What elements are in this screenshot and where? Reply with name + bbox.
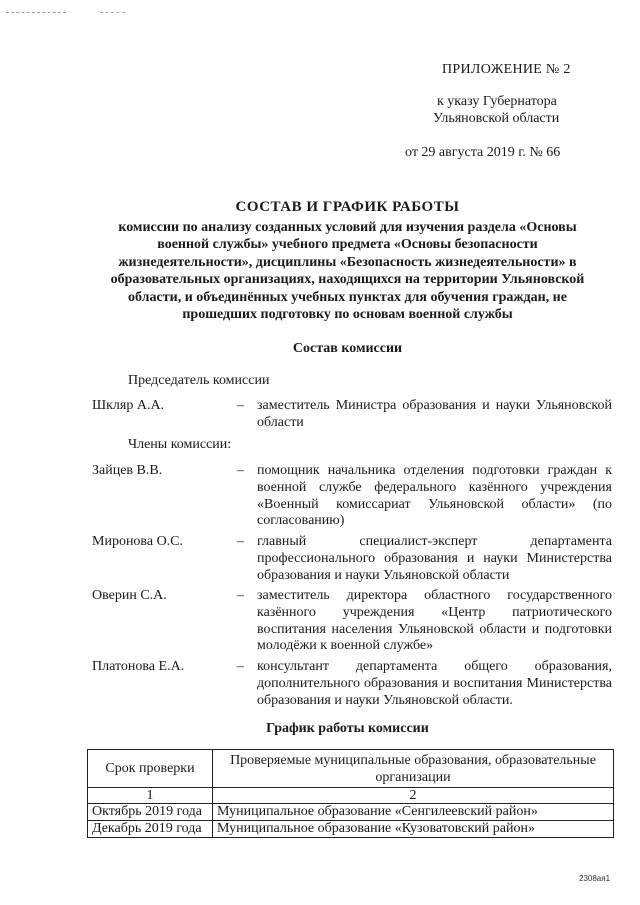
column-header-entities: Проверяемые муниципальные образования, образовательные организации <box>213 750 614 788</box>
schedule-heading: График работы комиссии <box>266 721 429 736</box>
schedule-table <box>87 749 614 838</box>
member-name: Зайцев В.В. <box>92 463 163 478</box>
member-desc: консультант департамента общего образования, дополнительного образования и воспитания Министерства образования и науки Ульяновской области. <box>257 659 612 708</box>
members-label: Члены комиссии: <box>128 437 232 452</box>
column-header-period: Срок проверки <box>88 750 213 788</box>
scan-mark-2 <box>100 12 125 13</box>
decree-line-2: Ульяновской области <box>433 111 560 126</box>
document-subtitle: комиссии по анализу созданных условий для изучения раздела «Основы военной службы» учебного предмета «Основы безопасности жизнедеятельности», дисциплины «Безопасность жизнедеятельности» в образовательных организациях, находящихся на территории Ульяновской области, и объединённых учебных пунктах для обучения граждан, не прошедших подготовку по основам военной службы <box>110 220 585 323</box>
footer-code: 2308ая1 <box>579 874 611 883</box>
scan-mark <box>6 12 66 13</box>
column-number: 1 <box>88 788 213 804</box>
column-number: 2 <box>213 788 614 804</box>
member-name: Миронова О.С. <box>92 534 184 549</box>
member-desc: заместитель директора областного государственного казённого учреждения «Центр патриотического воспитания населения Ульяновской области и подготовки молодёжи к военной службе» <box>257 588 612 654</box>
table-header-row <box>88 750 614 788</box>
table-cell-period: Декабрь 2019 года <box>88 821 213 838</box>
member-dash: – <box>237 534 244 549</box>
chair-label: Председатель комиссии <box>128 373 270 388</box>
member-desc: заместитель Министра образования и науки Ульяновской области <box>257 398 612 430</box>
table-numbering-row <box>88 788 614 804</box>
table-cell-entity: Муниципальное образование «Кузоватовский район» <box>213 821 614 838</box>
composition-heading: Состав комиссии <box>292 341 403 356</box>
member-name: Платонова Е.А. <box>92 659 185 674</box>
decree-line-1: к указу Губернатора <box>437 94 557 109</box>
member-dash: – <box>237 659 244 674</box>
member-desc: главный специалист-эксперт департамента профессионального образования и науки Министерства образования и науки Ульяновской области <box>257 534 612 583</box>
table-cell-entity: Муниципальное образование «Сенгилеевский район» <box>213 804 614 821</box>
member-name: Шкляр А.А. <box>92 398 165 413</box>
document-title: СОСТАВ И ГРАФИК РАБОТЫ <box>235 199 460 215</box>
member-name: Оверин С.А. <box>92 588 167 603</box>
member-dash: – <box>237 463 244 478</box>
table-row <box>88 821 614 838</box>
appendix-label: ПРИЛОЖЕНИЕ № 2 <box>442 62 571 77</box>
member-dash: – <box>237 588 244 603</box>
member-dash: – <box>237 398 244 413</box>
member-desc: помощник начальника отделения подготовки граждан к военной службе федерального казённого учреждения «Военный комиссариат Ульяновской области» (по согласованию) <box>257 463 612 529</box>
table-cell-period: Октябрь 2019 года <box>88 804 213 821</box>
table-row <box>88 804 614 821</box>
decree-date: от 29 августа 2019 г. № 66 <box>405 145 561 160</box>
